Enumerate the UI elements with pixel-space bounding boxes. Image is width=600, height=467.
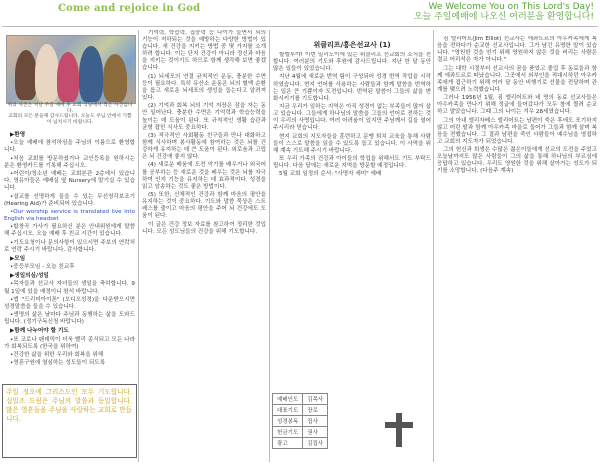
welcome-korean: 오늘 주일예배에 나오신 여러분을 환영합니다! [413,12,594,22]
story-paragraph: 그의 아내 엘리자베스 엘리어트는 남편이 죽은 후에도 포기하지 않고 어린 딸과 함께 아우카족 마을로 들어가 그들과 함께 살며 복음을 전했습니다. 그 결과 남편을 죽인 사람들이 예수님을 영접하고 교회의 지도자가 되었습니다. [437,117,597,145]
announcement-item: •Our worship service is translated live into English via headset [4,208,135,222]
role-person: 김집사 [303,438,328,449]
role-row [273,438,328,449]
announcement-item: •생명의 삶은 날마다 주님과 동행하는 삶을 도와드립니다. (정기구독신청 바랍니다) [4,312,135,326]
announcement-item: •건강한 삶을 위한 우리와 회복을 위해 [10,352,104,359]
article-paragraph: 이 글은 건강 정보 자료를 참고하여 정리한 것입니다. 모든 성도님들의 건강을 위해 기도합니다. [142,221,266,235]
role-name: 광고 [273,438,303,449]
photo-caption [6,103,134,125]
col-divider [138,30,139,462]
header-left-title: Come and rejoice in God [58,3,201,14]
announcement-item: ▶함께 나누어야 할 기도 [10,328,69,335]
article-paragraph: (1) 뇌세포의 연결 규칙적인 운동, 충분한 수면 등이 필요하다. 특히 유산소 운동은 뇌의 혈액 순환을 돕고 새로운 뇌세포의 생성을 돕는다고 알려져 있다. [142,73,266,102]
announcement-item: •중등부모임 - 오늘 친교후 [10,264,75,271]
announcement-item: ▶환영 [10,132,26,138]
report-paragraph: 5월 교회 일정의 순서: "사명자 세미" 예배 [279,171,382,178]
article-paragraph: (3) 적극적인 사회활동 친구들과 만나 대화하고 함께 식사하며 봉사활동에 참여하는 것은 뇌를 건강하게 유지하는 데 큰 도움이 된다. 외로움과 고립은 뇌 건강에 좋지 않다. [142,132,266,161]
missionary-story-column [437,36,597,460]
announcement-item: •기도요청이나 문의사항이 있으시면 주보의 연락처로 연락 주시기 바랍니다. 감사합니다. [4,239,135,253]
report-paragraph: 또 우리 가족의 건강과 아이들의 학업을 위해서도 기도 부탁드립니다. 다음 달에는 새로운 지역을 방문할 예정입니다. [273,156,431,170]
col-divider [433,30,434,462]
role-person: 권사 [303,427,328,438]
story-paragraph: 그의 헌신과 희생은 수많은 젊은이들에게 선교의 도전을 주었고 오늘날까지도 많은 사람들이 그의 삶을 통해 하나님의 부르심에 응답하고 있습니다. 우리도 영원한 것을 위해 살아가는 성도가 되기를 소망합니다. (다음주 계속) [437,147,597,175]
role-person: 집사 [303,416,328,427]
service-roles-table [272,393,328,449]
role-name: 헌금기도 [273,427,303,438]
role-row [273,405,328,416]
story-paragraph: 짐 엘리어트(Jim Elliot) 선교사는 에콰도르의 아우카족에게 복음을 전하다가 순교한 선교사입니다. 그가 남긴 유명한 말이 있습니다. "영원한 것을 얻기 위해 영원하지 않은 것을 버리는 사람은 결코 어리석은 자가 아니다." [437,36,597,64]
story-paragraph: 그러나 1956년 1월, 짐 엘리어트와 네 명의 동료 선교사들은 아우카족을 만나기 위해 정글에 들어갔다가 모두 창에 찔려 순교하고 말았습니다. 그때 그의 나이는 겨우 28세였습니다. [437,95,597,116]
article-paragraph: (4) 새로운 배움에 도전 악기를 배우거나 외국어를 공부하는 등 새로운 것을 배우는 것은 뇌를 자극하여 인지 기능을 유지하는 데 효과적이다. 성경을 읽고 암송하는 것도 좋은 방법이다. [142,162,266,190]
announcement-item: •처음 교회를 방문하셨거나 교인등록을 원하시는 분은 환영카드를 기록해 주십시오. [4,155,135,169]
role-name: 성경봉독 [273,416,303,427]
announcement-item: ▶생일의심/성일 [10,273,49,280]
announcement-item: •합창곡 가사가 필요하신 분은 안내위원에게 말씀해 주십시오. 오늘 예배 후 친교 시간이 있습니다. [4,224,135,238]
report-paragraph: 지난 4월에 새로운 번역 팀이 구성되어 성경 번역 작업을 시작하였습니다. 현지 언어를 사용하는 사람들과 함께 말씀을 번역하는 일은 큰 기쁨이자 도전입니다. 번역된 말씀이 그들의 삶을 변화시키기를 기도합니다. [273,74,431,102]
role-row [273,427,328,438]
announcement-item: •목자들과 선교사 자녀들의 생일을 축하합니다. 9월 1일에 있을 예정이니 참석 바랍니다. [4,281,135,295]
announcement-item: ▶모임 [10,255,26,262]
closing-note [6,388,132,454]
mission-report-column [273,52,431,390]
report-paragraph: 현지 교회의 지도자들을 훈련하고 문맹 퇴치 교육을 통해 사람들이 스스로 말씀을 읽을 수 있도록 돕고 있습니다. 이 사역을 위해 계속 기도해 주시기 바랍니다. [273,133,431,154]
announcements-column [4,130,135,382]
announcement-item: •어린이/청소년 예배는 교회본관 2층에서 있습니다. 영유아들은 예배실 옆 Nursery에 맡기실 수 있습니다. [4,171,135,192]
header-welcome [414,2,594,22]
role-row [273,394,328,405]
announcement-item: •설교를 선명하게 들을 수 있는 무선청각보조기(Hearing Aid)가 준비되어 있습니다. [4,193,135,207]
article-paragraph: (5) 또한, 신체적인 건강과 함께 마음의 평안을 유지하는 것이 중요하다. 기도와 말씀 묵상은 스트레스를 줄이고 마음의 평안을 주어 뇌 건강에도 도움이 된다. [142,192,266,220]
congregation-photo [6,35,136,104]
article-paragraph: 기억력, 학습력, 집중력 등 나이가 들면서 뇌의 기능이 저하되는 것을 예방하는 다양한 방법이 있습니다. 새 건강을 지키는 방법 중 몇 가지를 소개하려 합니다. 이는 단지 건강이 아니라 정신과 마음을 지키는 것이기도 하므로 함께 생각해 보면 좋겠습니다. [142,30,266,72]
story-paragraph: 그는 대학 시절부터 선교사의 꿈을 품었고 졸업 후 동료들과 함께 에콰도르로 떠났습니다. 그곳에서 외부인을 적대시하던 아우카족에게 접근하기 위해 여러 달 동안 비행기로 선물을 전달하며 관계를 맺으려 노력했습니다. [437,65,597,93]
report-paragraph: 지금 우리가 일하는 지역은 아직 성경이 없는 부족들이 많이 살고 있습니다. 그들에게 하나님의 말씀을 그들의 언어로 전하는 것이 우리의 사명입니다. 여러 어려움이 있지만 주님께서 길을 열어 주시리라 믿습니다. [273,104,431,132]
caption-line: 교회의 모든 분들께 감사드립니다. 오늘도 주님 안에서 기쁨이 넘치시기 바랍니다. [8,114,132,125]
announcement-item: •앱 "드리미아이폰" (오디오성경)을 다운받으시면 성경말씀을 들을 수 있습니다. [4,296,135,310]
announcement-item: •또 코로나 팬데믹이 더욱 빨리 종식되고 모든 나라가 회복되도록 (한국을 위하여) [4,336,135,350]
col-divider [269,30,270,462]
report-paragraph: 할렐루야! 이번 일리노이에 있는 위클리프 선교회의 소식을 전합니다. 여러분의 기도와 후원에 감사드립니다. 지난 한 달 동안 많은 일들이 있었습니다. [273,52,431,73]
caption-line: 위의 사진은 지난 주일 예배 후 교회 식당에서 찍은 사진입니다. [7,103,133,114]
header-divider [2,26,598,27]
role-name: 예배인도 [273,394,303,405]
article-paragraph: (2) 기억과 회복 뇌의 기억 저장은 잠을 자는 동안 일어난다. 충분한 수면은 기억력과 학습능력을 높이는 데 도움이 된다. 또 규칙적인 생활 습관과 균형 잡힌 식사도 중요하다. [142,103,266,131]
closing-note-text: 주일 정오에 그리스도인 모두 기도합니다. 십일조 드림은 주님의 말씀과 동일합니다. 많은 영혼들을 주님을 사랑하는 교회로 만듭니다. [6,388,132,423]
role-row [273,416,328,427]
role-person: 장로 [303,405,328,416]
announcement-item: •영혼구원에 열심하는 성도들이 되도록 [10,360,106,367]
role-person: 김목사 [303,394,328,405]
closing-note-box [2,384,137,458]
welcome-english: We Welcome You on This Lord's Day! [428,2,594,12]
role-name: 대표기도 [273,405,303,416]
cross-icon [385,413,413,447]
health-article-column [142,30,266,460]
announcement-item: •오늘 예배에 참석하심을 주님의 이름으로 환영합니다. [4,140,135,154]
mission-report-title: 위클리프/흥은선교사 (1) [313,41,391,49]
